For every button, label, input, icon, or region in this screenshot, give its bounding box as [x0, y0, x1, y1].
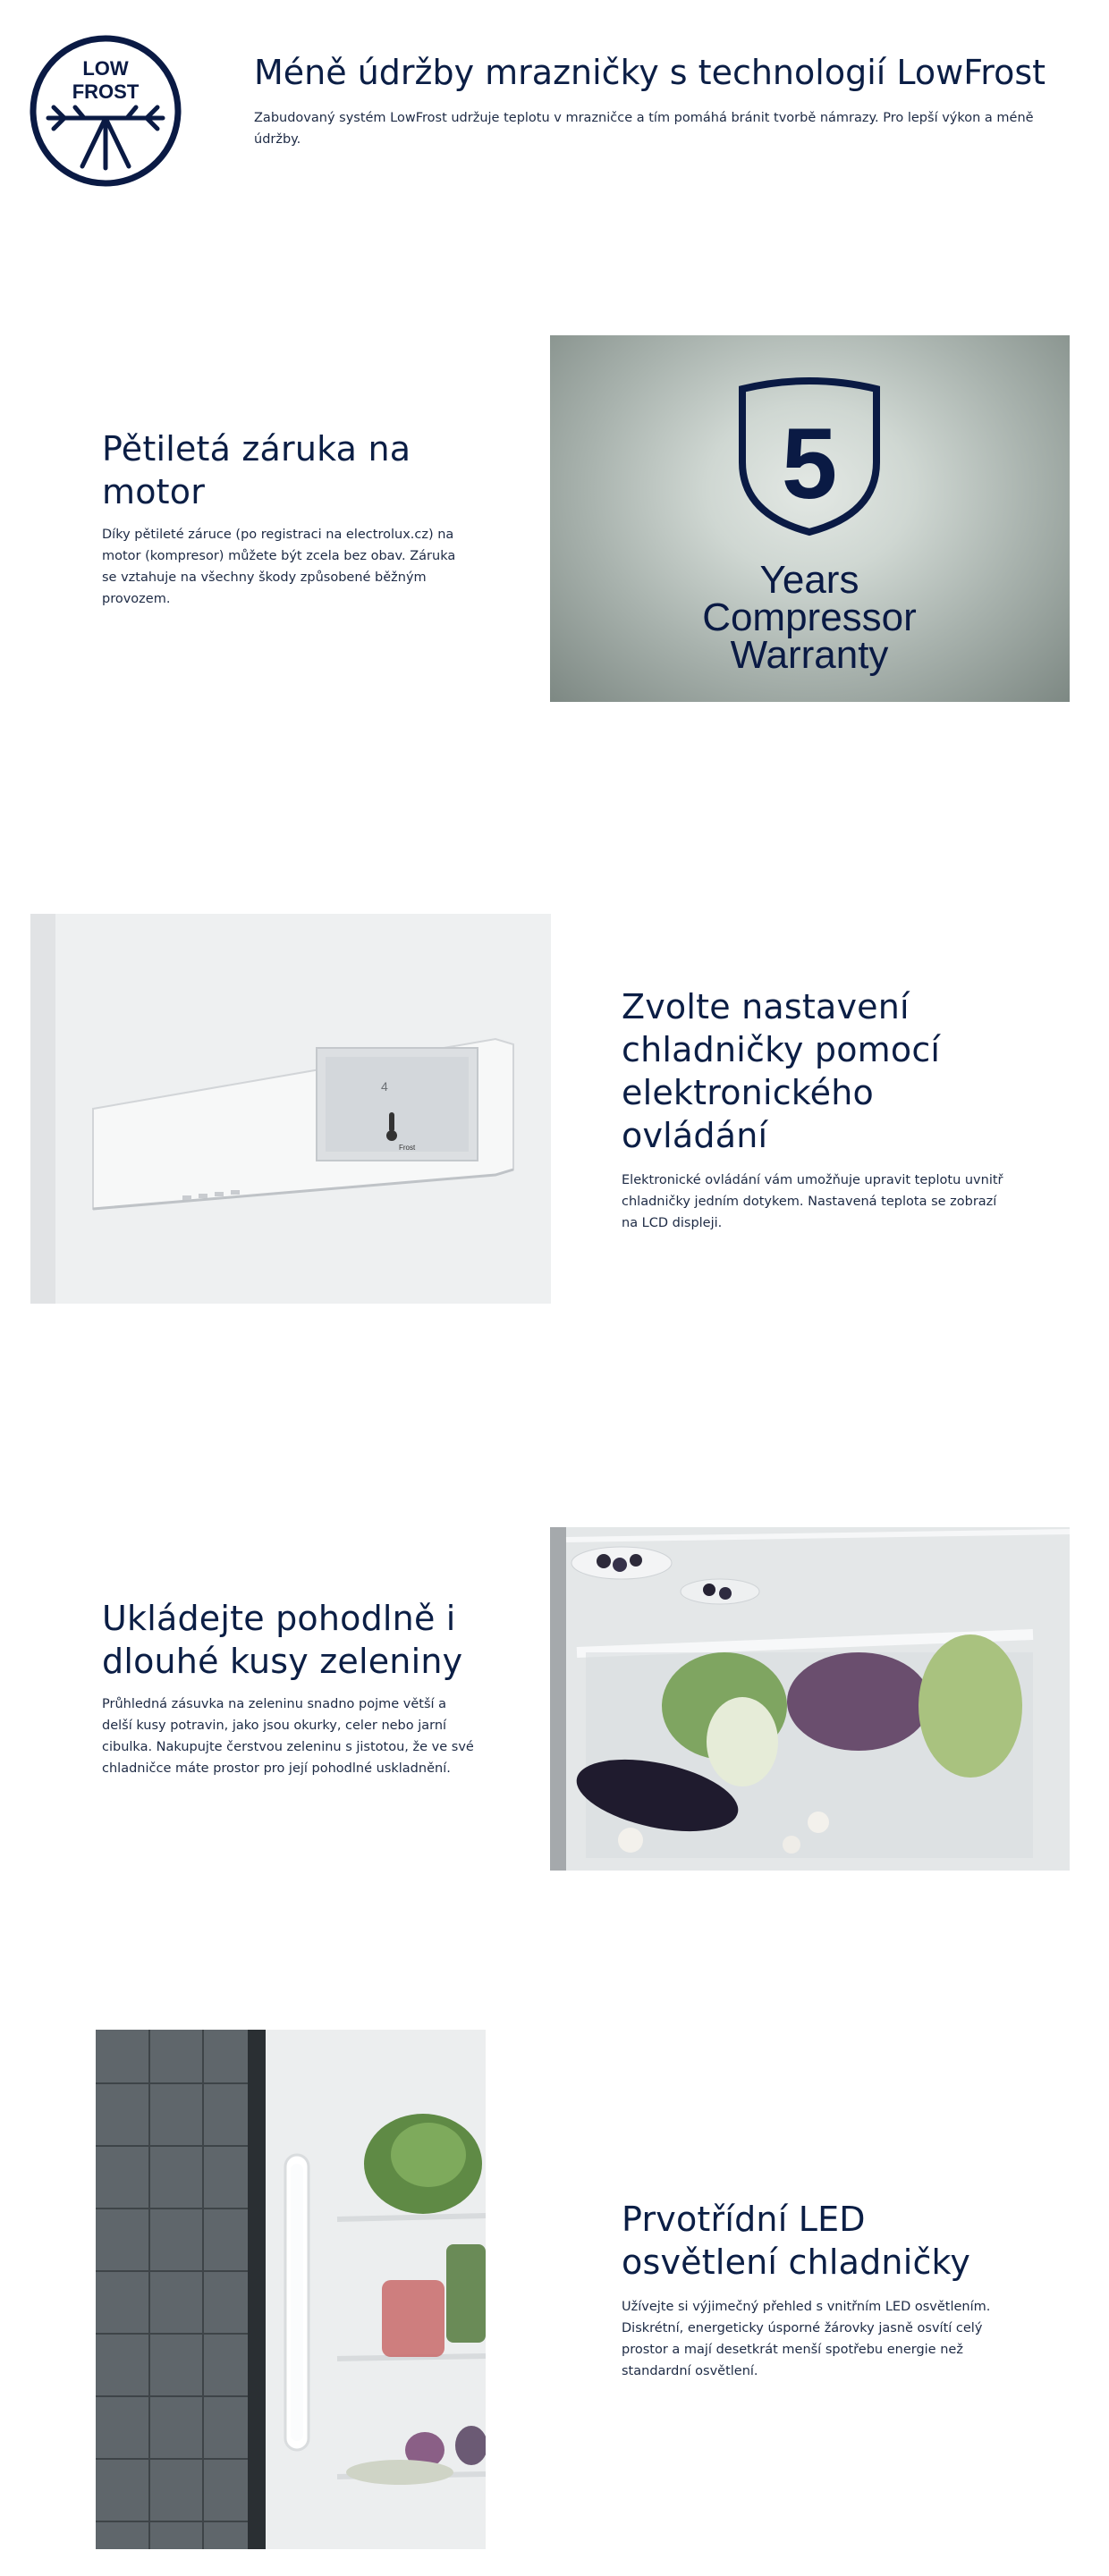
- led-lighting-title: Prvotřídní LED osvětlení chladničky: [622, 2200, 971, 2282]
- electronic-control-section: [622, 985, 1015, 1234]
- warranty-image: [550, 335, 1070, 702]
- warranty-badge-compressor: Compressor: [702, 595, 917, 639]
- control-panel-image: [30, 914, 551, 1304]
- warranty-description: Díky pětileté záruce (po registraci na electrolux.cz) na motor (kompresor) můžete být zcela bez obav. Záruka se vztahuje na všechny škody způsobené běžným provozem.: [102, 528, 456, 606]
- electronic-control-title: Zvolte nastavení chladničky pomocí elektronického ovládání: [622, 987, 941, 1155]
- lowfrost-description: Zabudovaný systém LowFrost udržuje teplotu v mrazničce a tím pomáhá bránit tvorbě námrazy. Pro lepší výkon a méně údržby.: [254, 111, 1034, 147]
- warranty-section: [102, 427, 478, 610]
- lowfrost-logo: [29, 34, 182, 188]
- vegetable-drawer-description: Průhledná zásuvka na zeleninu snadno pojme větší a delší kusy potravin, jako jsou okurky, celer nebo jarní cibulka. Nakupujte čerstvou zeleninu s jistotou, že ve své chladničce máte prostor pro její pohodlné uskladnění.: [102, 1697, 474, 1776]
- logo-text-frost: FROST: [72, 80, 140, 103]
- led-lighting-section: [622, 2198, 1024, 2382]
- vegetable-drawer-image: [550, 1527, 1070, 1871]
- led-lighting-description: Užívejte si výjimečný přehled s vnitřním LED osvětlením. Diskrétní, energeticky úsporné žárovky jasně osvítí celý prostor a mají desetkrát menší spotřebu energie než standardní osvětlení.: [622, 2300, 991, 2378]
- led-lighting-image: [96, 2030, 486, 2549]
- vegetable-drawer-title: Ukládejte pohodlně i dlouhé kusy zeleniny: [102, 1599, 463, 1681]
- panel-frost-label: Frost: [399, 1144, 416, 1152]
- panel-temperature-value: 4: [381, 1079, 388, 1094]
- lowfrost-section: [254, 52, 1077, 150]
- snowflake-icon: [48, 107, 163, 168]
- logo-text-low: LOW: [82, 57, 129, 80]
- warranty-badge-years: Years: [759, 558, 859, 602]
- warranty-badge-warranty: Warranty: [730, 633, 889, 677]
- warranty-title: Pětiletá záruka na motor: [102, 429, 411, 511]
- warranty-badge-number: 5: [781, 408, 838, 519]
- lowfrost-title: Méně údržby mrazničky s technologií LowFrost: [254, 53, 1046, 92]
- vegetable-drawer-section: [102, 1597, 487, 1779]
- electronic-control-description: Elektronické ovládání vám umožňuje upravit teplotu uvnitř chladničky jedním dotykem. Nastavená teplota se zobrazí na LCD displeji.: [622, 1173, 1003, 1230]
